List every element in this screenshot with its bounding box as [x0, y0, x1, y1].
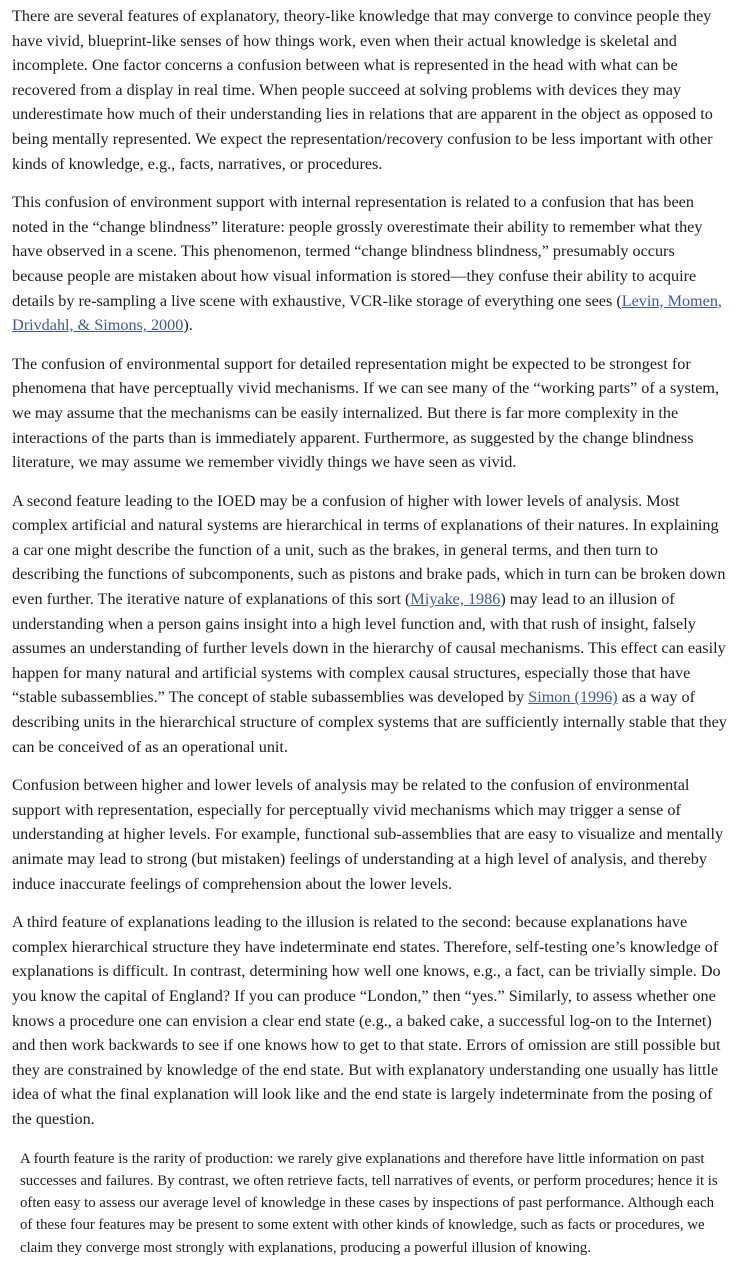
citation-link-simon-1996[interactable]: Simon (1996) — [528, 688, 618, 707]
paragraph-vivid-mechanisms — [12, 352, 728, 475]
citation-link-levin-2000[interactable]: Levin, Momen, Drivdahl, & Simons, 2000 — [12, 291, 722, 335]
paragraph-text: This confusion of environment support with internal representation is related to a confusion that has been noted in the “change blindness” literature: people grossly overestimate their ability to remember what they have observed in a scene. This phenomenon, termed “change blindness blindness,” presumably occurs because people are mistaken about how visual information is stored—they confuse their ability to acquire details by re-sampling a live scene with exhaustive, VCR-like storage of everything one sees ( — [12, 193, 703, 310]
paragraph-text: A second feature leading to the IOED may be a confusion of higher with lower levels of analysis. Most complex artificial and natural systems are hierarchical in terms of explanations of their natures. In explaining a car one might describe the function of a unit, such as the brakes, in general terms, and then turn to describing the functions of subcomponents, such as pistons and brake pads, which in turn can be broken down even further. The iterative nature of explanations of this sort ( — [12, 491, 726, 609]
paragraph-rarity-of-production — [12, 1148, 728, 1259]
paragraph-higher-lower-confusion — [12, 773, 728, 896]
paragraph-text: A third feature of explanations leading to the illusion is related to the second: because explanations have complex hierarchical structure they have indeterminate end states. Therefore, self-testing one’s knowledge of explanations is difficult. In contrast, determining how well one knows, e.g., a fact, can be trivially simple. Do you know the capital of England? If you can produce “London,” then “yes.” Similarly, to assess whether one knows a procedure one can envision a clear end state (e.g., a baked cake, a successful log-on to the Internet) and then work backwards to see if one knows how to get to that state. Errors of omission are still possible but they are constrained by knowledge of the end state. But with explanatory understanding one usually has little idea of what the final explanation will look like and the end state is largely indeterminate from the posing of the question. — [12, 913, 721, 1128]
paragraph-change-blindness — [12, 190, 728, 338]
paragraph-representation-recovery — [12, 4, 728, 176]
paragraph-text: ) may lead to an illusion of understanding when a person gains insight into a high level function and, with that rush of insight, falsely assumes an understanding of further levels down in the hierarchy of causal mechanisms. This effect can easily happen for many natural and artificial systems with complex causal structures, especially those that have “stable subassemblies.” The concept of stable subassemblies was developed by — [12, 590, 726, 707]
paragraph-text: There are several features of explanatory, theory-like knowledge that may converge to convince people they have vivid, blueprint-like senses of how things work, even when their actual knowledge is skeletal and incomplete. One factor concerns a confusion between what is represented in the head with what can be recovered from a display in real time. When people succeed at solving problems with devices they may underestimate how much of their understanding lies in relations that are apparent in the object as opposed to being mentally represented. We expect the representation/recovery confusion to be less important with other kinds of knowledge, e.g., facts, narratives, or procedures. — [12, 7, 713, 173]
citation-link-miyake-1986[interactable]: Miyake, 1986 — [410, 590, 501, 609]
paragraph-text: The confusion of environmental support for detailed representation might be expected to be strongest for phenomena that have perceptually vivid mechanisms. If we can see many of the “working parts” of a system, we may assume that the mechanisms can be easily internalized. But there is far more complexity in the interactions of the parts than is immediately apparent. Furthermore, as suggested by the change blindness literature, we may assume we remember vividly things we have seen as vivid. — [12, 354, 720, 472]
paragraph-text: Confusion between higher and lower levels of analysis may be related to the confusion of environmental support with representation, especially for perceptually vivid mechanisms which may trigger a sense of understanding at higher levels. For example, functional sub-assemblies that are easy to visualize and mentally animate may lead to strong (but mistaken) feelings of understanding at a high level of analysis, and thereby induce inaccurate feelings of comprehension about the lower levels. — [12, 776, 724, 893]
paragraph-text: as a way of describing units in the hierarchical structure of complex systems that are sufficiently internally stable that they can be conceived of as an operational unit. — [12, 688, 727, 756]
paragraph-text: ). — [183, 316, 193, 335]
paragraph-indeterminate-end-states — [12, 910, 728, 1131]
paragraph-text: A fourth feature is the rarity of production: we rarely give explanations and therefore have little information on past successes and failures. By contrast, we often retrieve facts, tell narratives of events, or perform procedures; hence it is often easy to assess our average level of knowledge in these cases by inspections of past performance. Although each of these four features may be present to some extent with other kinds of knowledge, such as facts or procedures, we claim they converge most strongly with explanations, producing a powerful illusion of knowing. — [20, 1150, 718, 1256]
article-body — [12, 4, 728, 1273]
paragraph-levels-of-analysis — [12, 489, 728, 760]
